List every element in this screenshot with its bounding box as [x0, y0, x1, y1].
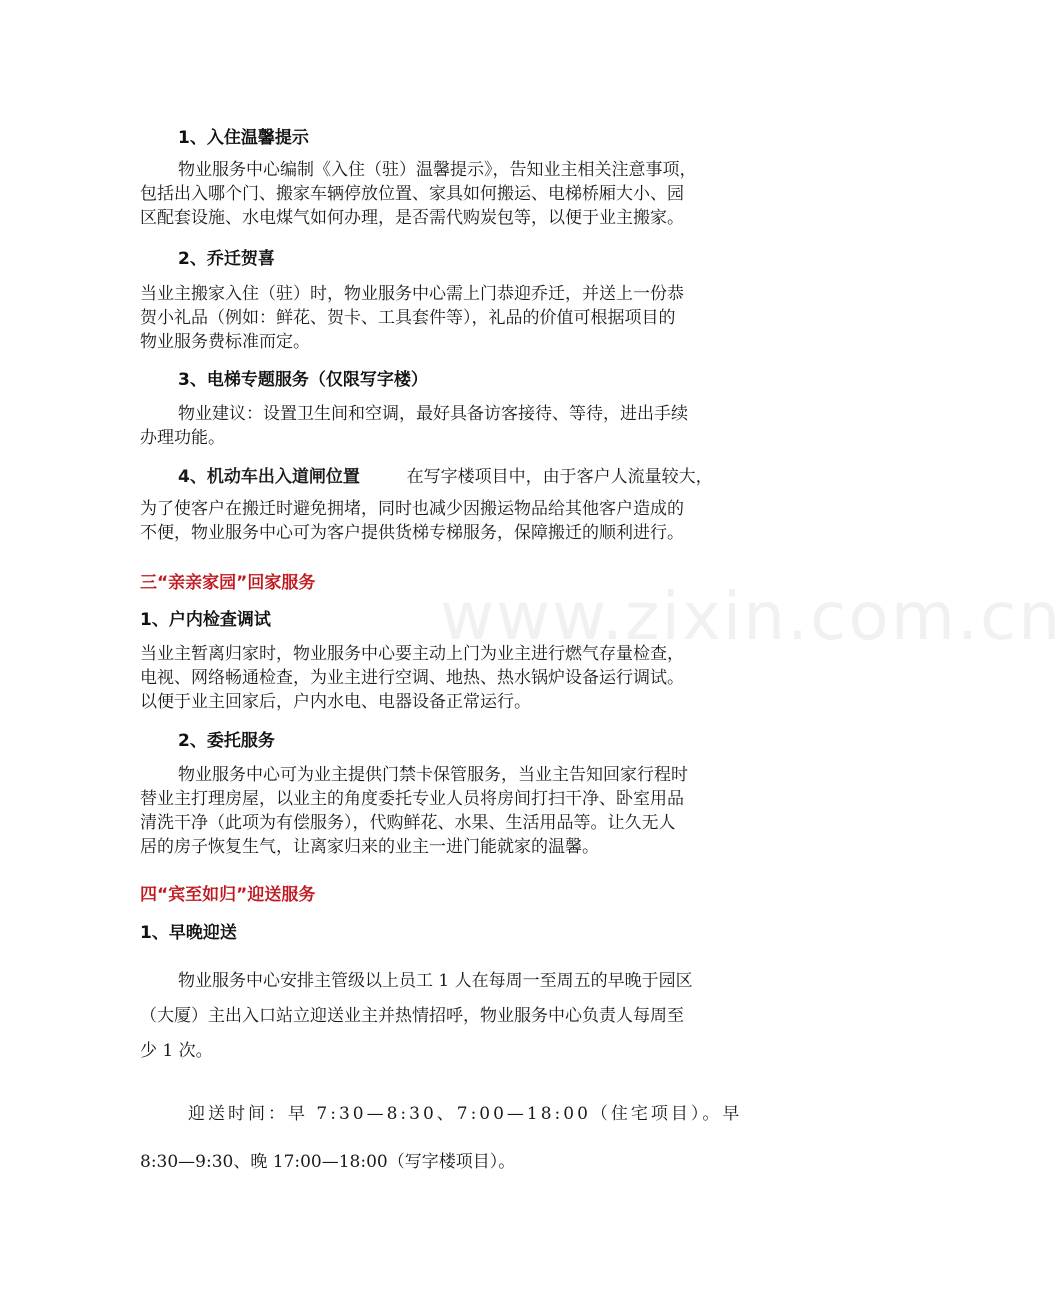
heading-housewarming: 2、乔迁贺喜 — [178, 249, 275, 269]
heading-indoor-inspection: 1、户内检查调试 — [140, 610, 271, 630]
paragraph-housewarming — [140, 282, 684, 354]
heading-morning-evening-greeting: 1、早晚迎送 — [140, 923, 237, 943]
text-line: 当业主搬家入住（驻）时，物业服务中心需上门恭迎乔迁，并送上一份恭 — [140, 284, 684, 304]
text-line: 8:30—9:30、晚 17:00—18:00（写字楼项目）。 — [140, 1152, 516, 1172]
text-line: 为了使客户在搬迁时避免拥堵，同时也减少因搬运物品给其他客户造成的 — [140, 499, 684, 519]
paragraph-move-in-tips — [140, 158, 697, 230]
text-line: 贺小礼品（例如：鲜花、贺卡、工具套件等），礼品的价值可根据项目的 — [140, 308, 676, 328]
text-line: 以便于业主回家后，户内水电、电器设备正常运行。 — [140, 692, 531, 712]
text-line: 物业服务中心可为业主提供门禁卡保管服务，当业主告知回家行程时 — [178, 765, 688, 785]
text-line: 清洗干净（此项为有偿服务），代购鲜花、水果、生活用品等。让久无人 — [140, 813, 676, 833]
paragraph-greeting-times — [140, 1090, 742, 1186]
watermark: www.zixin.com.cn — [440, 578, 1062, 655]
paragraph-vehicle-gate — [140, 462, 713, 545]
text-line: 替业主打理房屋，以业主的角度委托专业人员将房间打扫干净、卧室用品 — [140, 789, 684, 809]
text-line: 电视、网络畅通检查，为业主进行空调、地热、热水锅炉设备运行调试。 — [140, 668, 684, 688]
paragraph-morning-evening-greeting — [140, 964, 693, 1069]
text-line: 不便，物业服务中心可为客户提供货梯专梯服务，保障搬迁的顺利进行。 — [140, 523, 684, 543]
text-line: 物业服务中心安排主管级以上员工 1 人在每周一至周五的早晚于园区 — [178, 971, 693, 991]
section-title-home-service: 三“亲亲家园”回家服务 — [140, 573, 316, 593]
paragraph-entrusted-service — [140, 763, 688, 859]
text-line: 少 1 次。 — [140, 1041, 213, 1061]
text-line: 办理功能。 — [140, 428, 225, 448]
paragraph-indoor-inspection — [140, 642, 684, 714]
text-line: 物业建议：设置卫生间和空调，最好具备访客接待、等待，进出手续 — [178, 404, 688, 424]
heading-entrusted-service: 2、委托服务 — [178, 731, 275, 751]
paragraph-elevator-service — [140, 402, 688, 450]
text-line: 物业服务中心编制《入住（驻）温馨提示》，告知业主相关注意事项， — [178, 160, 697, 180]
section-title-greeting-service: 四“宾至如归”迎送服务 — [140, 885, 316, 905]
text-line: 当业主暂离归家时，物业服务中心要主动上门为业主进行燃气存量检查， — [140, 644, 684, 664]
text-line: （大厦）主出入口站立迎送业主并热情招呼，物业服务中心负责人每周至 — [140, 1006, 684, 1026]
text-line: 物业服务费标准而定。 — [140, 332, 310, 352]
text-line: 在写字楼项目中，由于客户人流量较大， — [406, 467, 713, 487]
text-line: 包括出入哪个门、搬家车辆停放位置、家具如何搬运、电梯桥厢大小、园 — [140, 184, 684, 204]
text-line: 居的房子恢复生气，让离家归来的业主一进门能就家的温馨。 — [140, 837, 599, 857]
text-line: 迎送时间：早 7:30—8:30、7:00—18:00（住宅项目）。早 — [188, 1104, 743, 1124]
heading-elevator-service: 3、电梯专题服务（仅限写字楼） — [178, 370, 428, 390]
heading-move-in-tips: 1、入住温馨提示 — [178, 128, 309, 148]
text-line: 区配套设施、水电煤气如何办理，是否需代购炭包等，以便于业主搬家。 — [140, 208, 684, 228]
heading-vehicle-gate: 4、机动车出入道闸位置 — [178, 467, 360, 487]
